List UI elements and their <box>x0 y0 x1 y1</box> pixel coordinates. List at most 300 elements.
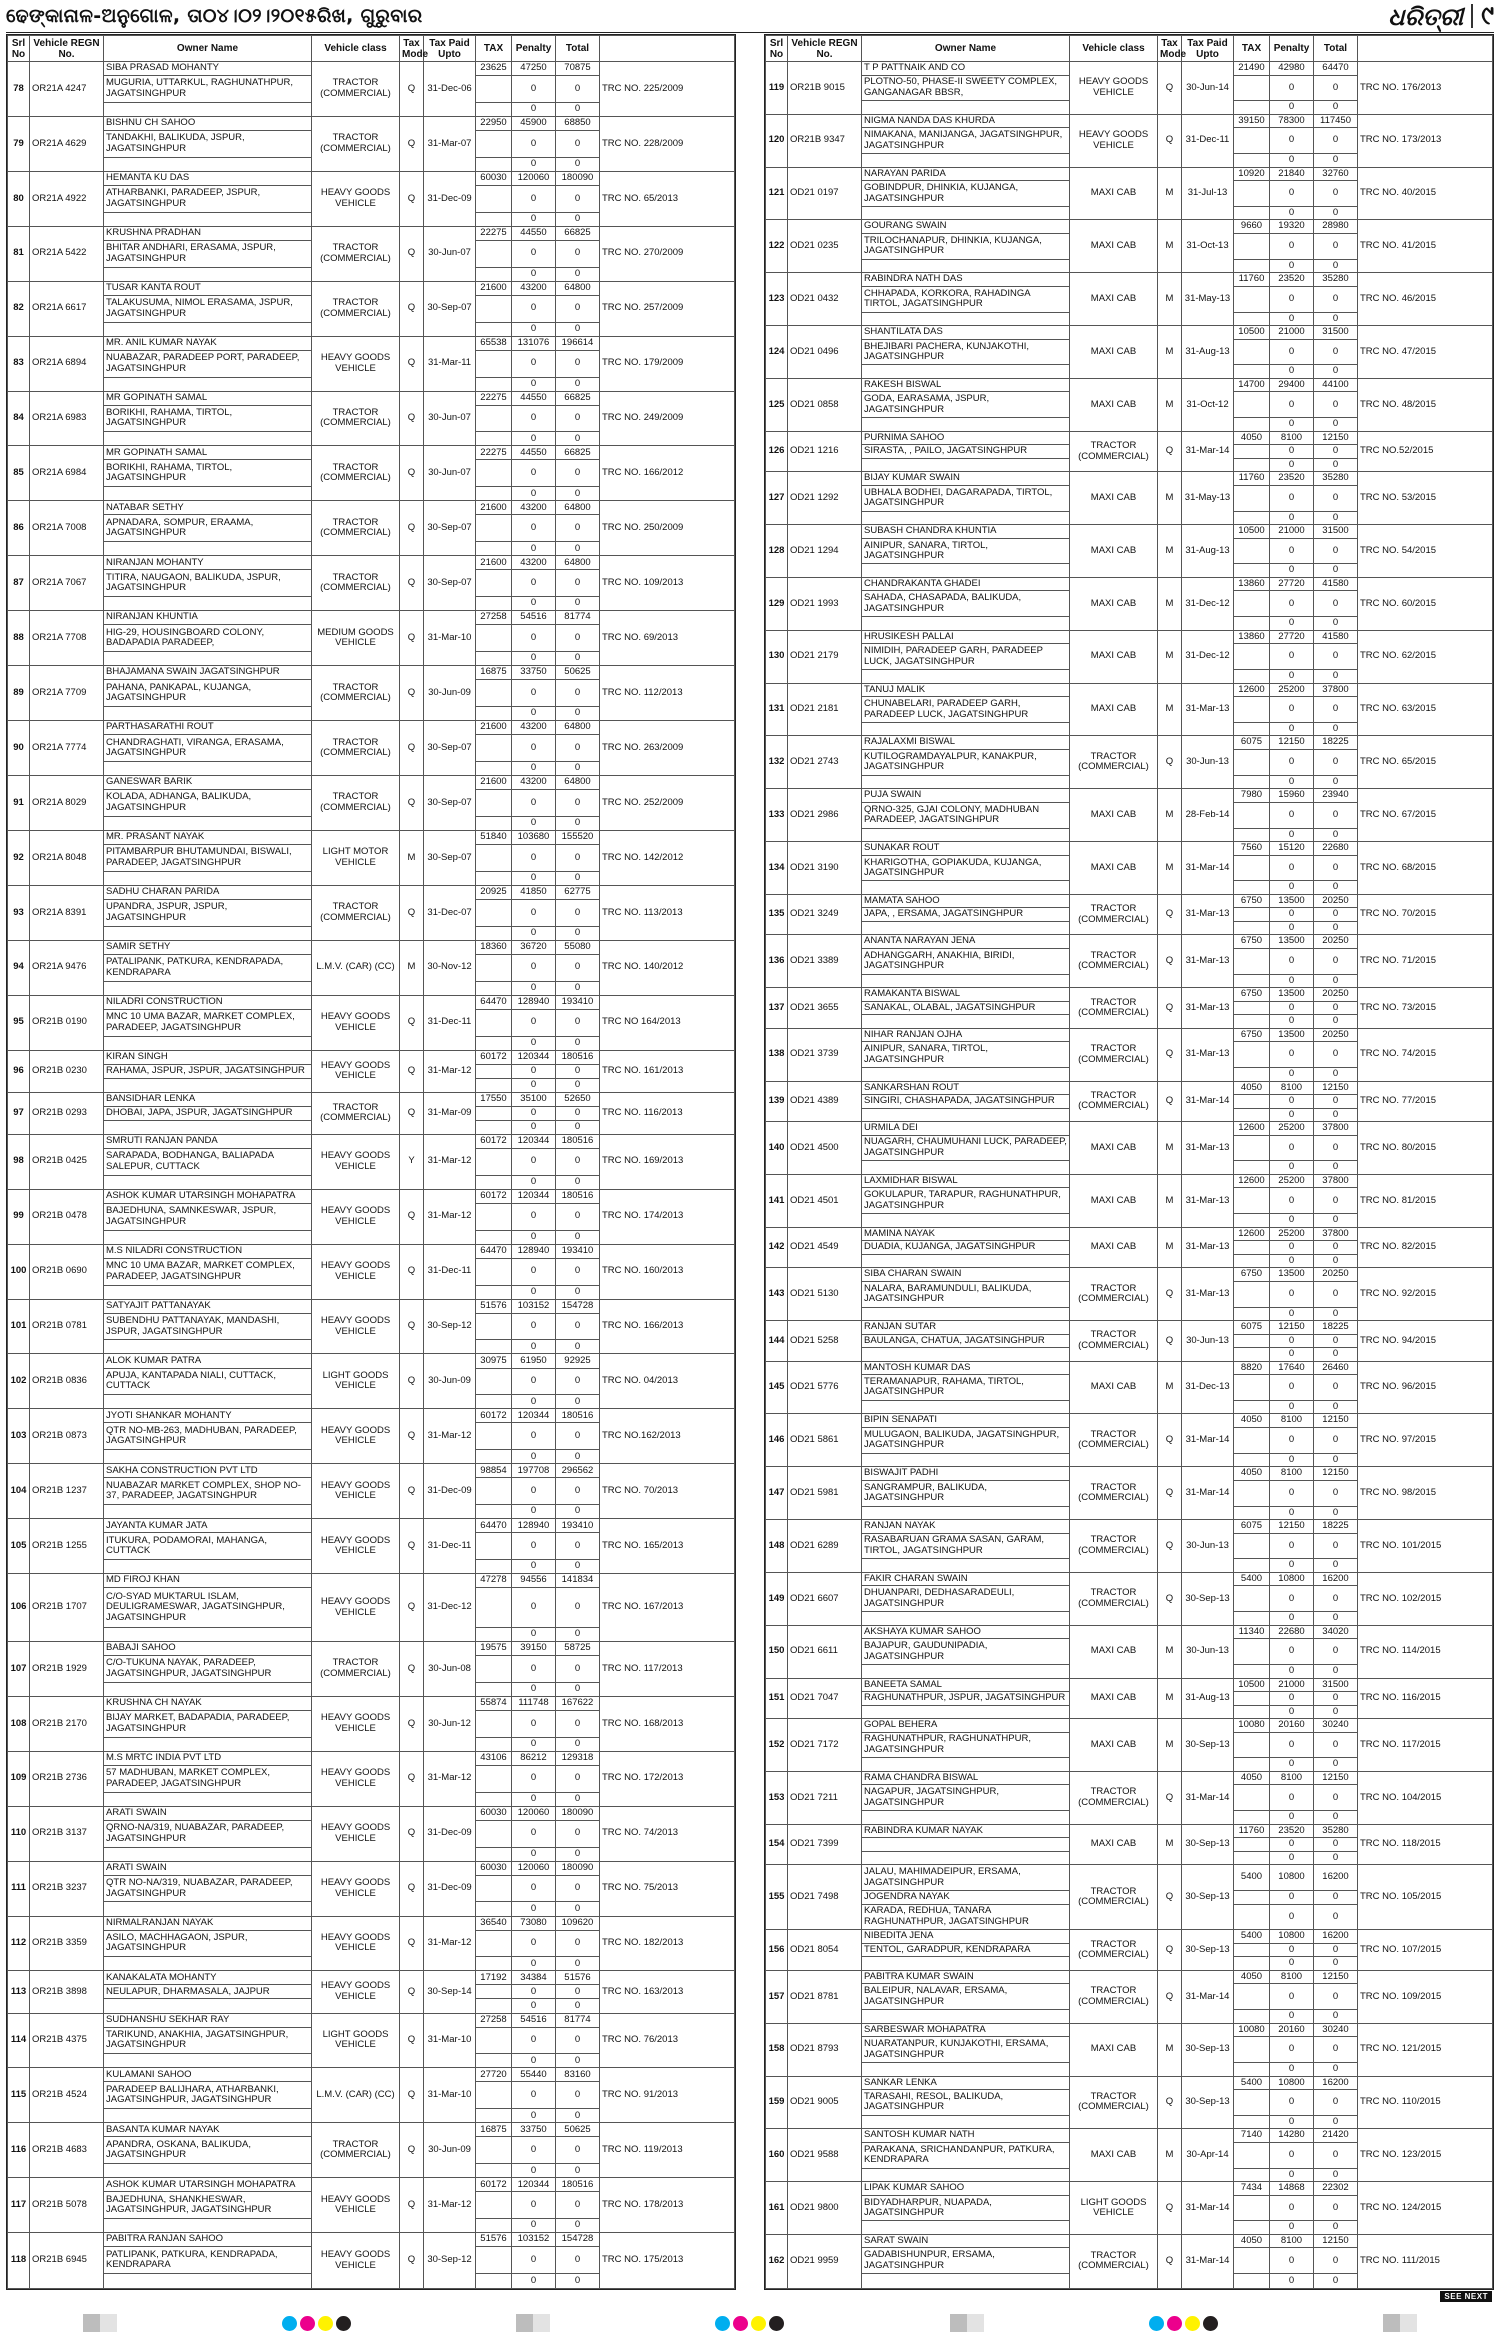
tax-amount <box>1234 538 1270 564</box>
penalty-amount: 0 <box>1270 828 1314 842</box>
tax-paid-upto: 31-Jul-13 <box>1182 167 1234 220</box>
total-amount: 0 <box>1314 2010 1358 2024</box>
vehicle-class: MEDIUM GOODS VEHICLE <box>312 611 400 666</box>
total-amount: 0 <box>556 2164 600 2178</box>
tax-amount: 20925 <box>476 885 512 899</box>
trc-number: TRC NO. 41/2015 <box>1358 220 1493 273</box>
tax-amount <box>476 1560 512 1574</box>
table-row <box>8 556 735 570</box>
total-amount: 83160 <box>556 2068 600 2082</box>
trc-number: TRC NO. 109/2015 <box>1358 1970 1493 2023</box>
vehicle-class: HEAVY GOODS VEHICLE <box>312 1916 400 1971</box>
owner-address: AINIPUR, SANARA, TIRTOL, JAGATSINGHPUR <box>862 538 1070 564</box>
owner-address: BIJAY MARKET, BADAPADIA, PARADEEP, JAGATSINGHPUR <box>104 1710 312 1737</box>
owner-address: APUJA, KANTAPADA NIALI, CUTTACK, CUTTACK <box>104 1368 312 1395</box>
registration-number: OR21B 0190 <box>30 995 104 1050</box>
total-amount: 0 <box>556 981 600 995</box>
penalty-amount: 0 <box>512 1985 556 1999</box>
owner-address <box>862 2221 1070 2235</box>
tax-mode: M <box>1158 577 1182 630</box>
tax-paid-upto: 31-Mar-14 <box>1182 2234 1234 2288</box>
trc-number: TRC NO. 263/2009 <box>600 721 735 776</box>
serial-number: 151 <box>766 1678 788 1719</box>
trc-number: TRC NO. 140/2012 <box>600 940 735 995</box>
owner-address: APANDRA, OSKANA, BALIKUDA, JAGATSINGHPUR <box>104 2137 312 2164</box>
owner-address: ASILO, MACHHAGAON, JSPUR, JAGATSINGHPUR <box>104 1930 312 1957</box>
total-amount: 0 <box>1314 1214 1358 1228</box>
owner-address <box>862 2115 1070 2129</box>
penalty-amount: 0 <box>1270 1811 1314 1825</box>
total-amount: 0 <box>1314 1957 1358 1971</box>
tax-amount <box>1234 1161 1270 1175</box>
owner-address <box>862 1108 1070 1122</box>
total-amount: 0 <box>1314 1758 1358 1772</box>
penalty-amount: 0 <box>512 1505 556 1519</box>
registration-number: OR21A 7067 <box>30 556 104 611</box>
penalty-amount: 0 <box>1270 1375 1314 1401</box>
total-amount: 37800 <box>1314 1174 1358 1188</box>
tax-amount <box>476 1820 512 1847</box>
total-amount: 21420 <box>1314 2129 1358 2143</box>
tax-amount <box>1234 75 1270 101</box>
table-row <box>766 1268 1493 1282</box>
tax-amount: 7560 <box>1234 842 1270 856</box>
tax-paid-upto: 31-Mar-13 <box>1182 894 1234 935</box>
owner-address: TERAMANAPUR, RAHAMA, TIRTOL, JAGATSINGHPUR <box>862 1375 1070 1401</box>
page-masthead <box>6 0 1494 33</box>
penalty-amount: 0 <box>1270 908 1314 922</box>
tax-amount: 6075 <box>1234 1520 1270 1534</box>
owner-name: KRUSHNA CH NAYAK <box>104 1696 312 1710</box>
owner-address <box>104 212 312 226</box>
trc-number: TRC NO. 104/2015 <box>1358 1771 1493 1824</box>
serial-number: 146 <box>766 1414 788 1467</box>
tax-paid-upto: 30-Sep-12 <box>424 1299 476 1354</box>
trc-number: TRC NO. 161/2013 <box>600 1050 735 1092</box>
total-amount: 18225 <box>1314 1520 1358 1534</box>
tax-paid-upto: 31-Dec-07 <box>424 885 476 940</box>
tax-amount <box>1234 233 1270 259</box>
registration-number: OR21A 7008 <box>30 501 104 556</box>
owner-address <box>862 1254 1070 1268</box>
owner-name: KULAMANI SAHOO <box>104 2068 312 2082</box>
penalty-amount: 120344 <box>512 2178 556 2192</box>
tax-amount: 8820 <box>1234 1361 1270 1375</box>
tax-amount: 21490 <box>1234 62 1270 76</box>
vehicle-class: MAXI CAB <box>1070 472 1158 525</box>
tax-amount: 60030 <box>476 171 512 185</box>
color-dot <box>300 2316 315 2331</box>
table-body-right <box>766 62 1493 2289</box>
header-mode: Tax Mode <box>1158 36 1182 62</box>
vehicle-class: HEAVY GOODS VEHICLE <box>312 1751 400 1806</box>
penalty-amount: 0 <box>512 2219 556 2233</box>
tax-amount <box>476 405 512 432</box>
vehicle-class: MAXI CAB <box>1070 273 1158 326</box>
serial-number: 108 <box>8 1696 30 1751</box>
vehicle-class: HEAVY GOODS VEHICLE <box>312 171 400 226</box>
registration-number: OD21 3389 <box>788 935 862 988</box>
table-header-row <box>766 36 1493 62</box>
penalty-amount: 0 <box>512 1036 556 1050</box>
penalty-amount: 111748 <box>512 1696 556 1710</box>
table-row <box>8 446 735 460</box>
tax-amount <box>476 1710 512 1737</box>
penalty-amount: 41850 <box>512 885 556 899</box>
table-row <box>8 775 735 789</box>
registration-number: OR21B 1237 <box>30 1464 104 1519</box>
total-amount: 0 <box>556 2247 600 2274</box>
owner-name: ARATI SWAIN <box>104 1861 312 1875</box>
registration-number: OD21 3190 <box>788 842 862 895</box>
owner-name: GOURANG SWAIN <box>862 220 1070 234</box>
owner-address: ITUKURA, PODAMORAI, MAHANGA, CUTTACK <box>104 1533 312 1560</box>
total-amount: 0 <box>1314 206 1358 220</box>
tax-mode: Q <box>400 501 424 556</box>
tax-paid-upto: 31-Mar-14 <box>1182 842 1234 895</box>
penalty-amount: 0 <box>512 1737 556 1751</box>
tax-paid-upto: 31-Mar-14 <box>1182 431 1234 472</box>
tax-amount: 27258 <box>476 2013 512 2027</box>
tax-amount <box>1234 1400 1270 1414</box>
total-amount: 26460 <box>1314 1361 1358 1375</box>
print-registration-marks <box>0 2312 1500 2334</box>
penalty-amount: 0 <box>1270 974 1314 988</box>
vehicle-class: HEAVY GOODS VEHICLE <box>312 1971 400 2013</box>
trc-number: TRC NO. 121/2015 <box>1358 2023 1493 2076</box>
trc-number: TRC NO. 228/2009 <box>600 116 735 171</box>
header-remark <box>1358 36 1493 62</box>
serial-number: 90 <box>8 721 30 776</box>
color-dot <box>715 2316 730 2331</box>
vehicle-class: MAXI CAB <box>1070 789 1158 842</box>
owner-address: NUARATANPUR, KUNJAKOTHI, ERSAMA, JAGATSINGHPUR <box>862 2037 1070 2063</box>
trc-number: TRC NO. 96/2015 <box>1358 1361 1493 1414</box>
owner-name: T P PATTNAIK AND CO <box>862 62 1070 76</box>
penalty-amount: 0 <box>1270 1214 1314 1228</box>
tax-paid-upto: 31-Aug-13 <box>1182 525 1234 578</box>
owner-address: QRNO-NA/319, NUABAZAR, PARADEEP, JAGATSINGHPUR <box>104 1820 312 1847</box>
total-amount: 0 <box>556 1560 600 1574</box>
penalty-amount: 0 <box>512 1478 556 1505</box>
penalty-amount: 0 <box>512 707 556 721</box>
owner-address <box>862 1851 1070 1865</box>
owner-address: BAJEDHUNA, SAMNKESWAR, JSPUR, JAGATSINGHPUR <box>104 1203 312 1230</box>
tax-amount <box>476 926 512 940</box>
header-owner: Owner Name <box>104 36 312 62</box>
registration-number: OR21A 8048 <box>30 830 104 885</box>
owner-name: ARATI SWAIN <box>104 1806 312 1820</box>
trc-number: TRC NO. 160/2013 <box>600 1244 735 1299</box>
tax-paid-upto: 31-Mar-12 <box>424 1050 476 1092</box>
serial-number: 92 <box>8 830 30 885</box>
vehicle-class: HEAVY GOODS VEHICLE <box>312 1861 400 1916</box>
tax-amount <box>1234 2115 1270 2129</box>
trc-number: TRC NO. 173/2013 <box>1358 114 1493 167</box>
registration-number: OD21 3249 <box>788 894 862 935</box>
penalty-amount: 0 <box>512 1258 556 1285</box>
owner-address: APNADARA, SOMPUR, ERAAMA, JAGATSINGHPUR <box>104 515 312 542</box>
tax-mode: Q <box>400 885 424 940</box>
vehicle-class: MAXI CAB <box>1070 1361 1158 1414</box>
tax-mode: Q <box>400 2068 424 2123</box>
trc-number: TRC NO. 04/2013 <box>600 1354 735 1409</box>
vehicle-class: MAXI CAB <box>1070 1678 1158 1719</box>
total-amount: 0 <box>556 240 600 267</box>
table-header-row <box>8 36 735 62</box>
penalty-amount: 0 <box>1270 2142 1314 2168</box>
tax-paid-upto: 31-Dec-13 <box>1182 1361 1234 1414</box>
penalty-amount: 0 <box>512 1106 556 1120</box>
owner-address: TALAKUSUMA, NIMOL ERASAMA, JSPUR, JAGATSINGHPUR <box>104 295 312 322</box>
owner-address <box>862 1665 1070 1679</box>
penalty-amount: 33750 <box>512 666 556 680</box>
tax-paid-upto: 30-Jun-13 <box>1182 1321 1234 1362</box>
tax-amount <box>476 625 512 652</box>
penalty-amount: 120344 <box>512 1134 556 1148</box>
total-amount: 0 <box>1314 1241 1358 1255</box>
serial-number: 114 <box>8 2013 30 2068</box>
serial-number: 133 <box>766 789 788 842</box>
tax-amount: 6075 <box>1234 736 1270 750</box>
owner-address <box>104 1285 312 1299</box>
owner-name: KANAKALATA MOHANTY <box>104 1971 312 1985</box>
tax-amount <box>476 2164 512 2178</box>
trc-number: TRC NO. 118/2015 <box>1358 1824 1493 1865</box>
serial-number: 89 <box>8 666 30 721</box>
total-amount: 0 <box>1314 1612 1358 1626</box>
serial-number: 152 <box>766 1719 788 1772</box>
owner-name: NIHAR RANJAN OJHA <box>862 1028 1070 1042</box>
registration-number: OR21A 7708 <box>30 611 104 666</box>
tax-amount <box>476 1682 512 1696</box>
owner-address: AINIPUR, SANARA, TIRTOL, JAGATSINGHPUR <box>862 1042 1070 1068</box>
owner-address: NEULAPUR, DHARMASALA, JAJPUR <box>104 1985 312 1999</box>
owner-address: KUTILOGRAMDAYALPUR, KANAKPUR, JAGATSINGHPUR <box>862 749 1070 775</box>
table-row <box>8 2068 735 2082</box>
total-amount: 196614 <box>556 336 600 350</box>
vehicle-class: TRACTOR (COMMERCIAL) <box>312 501 400 556</box>
trc-number: TRC NO. 74/2015 <box>1358 1028 1493 1081</box>
total-amount: 0 <box>556 625 600 652</box>
vehicle-class: MAXI CAB <box>1070 1719 1158 1772</box>
table-row <box>8 281 735 295</box>
penalty-amount: 0 <box>512 350 556 377</box>
penalty-amount: 0 <box>1270 2168 1314 2182</box>
registration-number: OD21 5776 <box>788 1361 862 1414</box>
color-dot <box>751 2316 766 2331</box>
tax-mode: Q <box>400 1409 424 1464</box>
registration-number: OR21B 3137 <box>30 1806 104 1861</box>
owner-address: BAJAPUR, GAUDUNIPADIA, JAGATSINGHPUR <box>862 1639 1070 1665</box>
penalty-amount: 0 <box>1270 392 1314 418</box>
tax-amount: 60172 <box>476 1189 512 1203</box>
owner-address <box>862 1307 1070 1321</box>
owner-name: KRUSHNA PRADHAN <box>104 226 312 240</box>
total-amount: 0 <box>1314 2221 1358 2235</box>
penalty-amount: 0 <box>1270 1533 1314 1559</box>
tax-amount: 55874 <box>476 1696 512 1710</box>
right-column <box>764 34 1494 2290</box>
serial-number: 157 <box>766 1970 788 2023</box>
trc-number: TRC NO 164/2013 <box>600 995 735 1050</box>
tax-paid-upto: 31-Dec-09 <box>424 1464 476 1519</box>
serial-number: 112 <box>8 1916 30 1971</box>
registration-number: OD21 7172 <box>788 1719 862 1772</box>
vehicle-class: TRACTOR (COMMERCIAL) <box>1070 1970 1158 2023</box>
header-total: Total <box>1314 36 1358 62</box>
total-amount: 0 <box>1314 1015 1358 1029</box>
owner-address <box>862 2274 1070 2289</box>
serial-number: 145 <box>766 1361 788 1414</box>
total-amount: 20250 <box>1314 988 1358 1002</box>
owner-name: NIRANJAN MOHANTY <box>104 556 312 570</box>
tax-paid-upto: 31-Dec-12 <box>1182 577 1234 630</box>
tax-amount <box>1234 1811 1270 1825</box>
penalty-amount: 103680 <box>512 830 556 844</box>
tax-amount <box>1234 485 1270 511</box>
owner-address: MULUGAON, BALIKUDA, JAGATSINGHPUR, JAGATSINGHPUR <box>862 1427 1070 1453</box>
owner-name: BASANTA KUMAR NAYAK <box>104 2123 312 2137</box>
penalty-amount: 0 <box>512 267 556 281</box>
penalty-amount: 0 <box>1270 1015 1314 1029</box>
total-amount: 0 <box>556 2137 600 2164</box>
total-amount: 0 <box>1314 1095 1358 1109</box>
tax-amount <box>1234 1665 1270 1679</box>
owner-address <box>104 432 312 446</box>
tax-amount: 6750 <box>1234 1268 1270 1282</box>
total-amount: 64800 <box>556 721 600 735</box>
tax-paid-upto: 30-Jun-07 <box>424 226 476 281</box>
tax-amount: 30975 <box>476 1354 512 1368</box>
penalty-amount: 0 <box>512 1120 556 1134</box>
serial-number: 116 <box>8 2123 30 2178</box>
penalty-amount: 0 <box>1270 1281 1314 1307</box>
owner-name: SANKARSHAN ROUT <box>862 1081 1070 1095</box>
tax-mode: M <box>1158 2023 1182 2076</box>
tax-amount <box>1234 2142 1270 2168</box>
tax-paid-upto: 30-Sep-13 <box>1182 1572 1234 1625</box>
penalty-amount: 0 <box>1270 128 1314 154</box>
total-amount: 37800 <box>1314 1227 1358 1241</box>
penalty-amount: 0 <box>512 1588 556 1628</box>
serial-number: 156 <box>766 1930 788 1971</box>
owner-address <box>862 1957 1070 1971</box>
tax-mode: Q <box>1158 894 1182 935</box>
table-row <box>766 1028 1493 1042</box>
vehicle-class: MAXI CAB <box>1070 1174 1158 1227</box>
tax-amount <box>1234 881 1270 895</box>
owner-address: KHARIGOTHA, GOPIAKUDA, KUJANGA, JAGATSINGHPUR <box>862 855 1070 881</box>
penalty-amount: 21000 <box>1270 326 1314 340</box>
registration-number: OD21 9588 <box>788 2129 862 2182</box>
owner-address <box>104 1120 312 1134</box>
tax-amount <box>1234 1758 1270 1772</box>
owner-address <box>862 1348 1070 1362</box>
total-amount: 0 <box>556 130 600 157</box>
penalty-amount: 0 <box>512 487 556 501</box>
tax-mode: M <box>1158 326 1182 379</box>
owner-address: PAHANA, PANKAPAL, KUJANGA, JAGATSINGHPUR <box>104 680 312 707</box>
tax-paid-upto: 31-Dec-09 <box>424 1861 476 1916</box>
tax-mode: Q <box>1158 1081 1182 1122</box>
tax-paid-upto: 31-Dec-06 <box>424 62 476 117</box>
owner-address <box>104 1340 312 1354</box>
penalty-amount: 0 <box>1270 1188 1314 1214</box>
tax-mode: Q <box>1158 988 1182 1029</box>
tax-amount <box>1234 1612 1270 1626</box>
penalty-amount: 33750 <box>512 2123 556 2137</box>
tax-mode: Q <box>400 1574 424 1642</box>
total-amount: 154728 <box>556 1299 600 1313</box>
penalty-amount: 0 <box>512 1148 556 1175</box>
owner-name: SIBA CHARAN SWAIN <box>862 1268 1070 1282</box>
serial-number: 150 <box>766 1625 788 1678</box>
vehicle-class: MAXI CAB <box>1070 2023 1158 2076</box>
tax-amount <box>476 1258 512 1285</box>
penalty-amount: 44550 <box>512 226 556 240</box>
vehicle-class: TRACTOR (COMMERCIAL) <box>1070 988 1158 1029</box>
tax-mode: Q <box>1158 1321 1182 1362</box>
tax-paid-upto: 28-Feb-14 <box>1182 789 1234 842</box>
trc-number: TRC NO. 68/2015 <box>1358 842 1493 895</box>
penalty-amount: 0 <box>512 377 556 391</box>
total-amount: 0 <box>1314 2090 1358 2116</box>
total-amount: 81774 <box>556 2013 600 2027</box>
penalty-amount: 0 <box>512 240 556 267</box>
total-amount: 12150 <box>1314 1467 1358 1481</box>
registration-number: OR21B 3898 <box>30 1971 104 2013</box>
penalty-amount: 21840 <box>1270 167 1314 181</box>
total-amount: 0 <box>1314 1639 1358 1665</box>
total-amount: 129318 <box>556 1751 600 1765</box>
owner-address <box>104 2054 312 2068</box>
tax-paid-upto: 31-Dec-09 <box>424 171 476 226</box>
total-amount: 64800 <box>556 501 600 515</box>
owner-name: SIBA PRASAD MOHANTY <box>104 62 312 76</box>
tax-mode: Q <box>400 556 424 611</box>
color-dot <box>336 2316 351 2331</box>
total-amount: 0 <box>556 1533 600 1560</box>
vehicle-class: HEAVY GOODS VEHICLE <box>312 1244 400 1299</box>
serial-number: 137 <box>766 988 788 1029</box>
tax-amount: 60030 <box>476 1806 512 1820</box>
vehicle-class: MAXI CAB <box>1070 220 1158 273</box>
tax-amount: 11340 <box>1234 1625 1270 1639</box>
penalty-amount: 103152 <box>512 1299 556 1313</box>
serial-number: 142 <box>766 1227 788 1268</box>
total-amount: 0 <box>1314 591 1358 617</box>
owner-name: PUJA SWAIN <box>862 789 1070 803</box>
tax-paid-upto: 30-Jun-13 <box>1182 1520 1234 1573</box>
tax-amount <box>476 1875 512 1902</box>
tax-amount: 5400 <box>1234 1930 1270 1944</box>
tax-amount <box>476 1203 512 1230</box>
tax-amount: 14700 <box>1234 378 1270 392</box>
total-amount: 20250 <box>1314 1268 1358 1282</box>
penalty-amount: 0 <box>1270 154 1314 168</box>
table-row <box>8 1050 735 1064</box>
penalty-amount: 0 <box>512 2027 556 2054</box>
table-row <box>8 666 735 680</box>
trc-number: TRC NO. 40/2015 <box>1358 167 1493 220</box>
total-amount: 0 <box>1314 948 1358 974</box>
penalty-amount: 0 <box>512 1340 556 1354</box>
owner-address <box>862 1838 1070 1852</box>
owner-address <box>862 101 1070 115</box>
total-amount: 0 <box>556 1258 600 1285</box>
total-amount: 0 <box>556 816 600 830</box>
